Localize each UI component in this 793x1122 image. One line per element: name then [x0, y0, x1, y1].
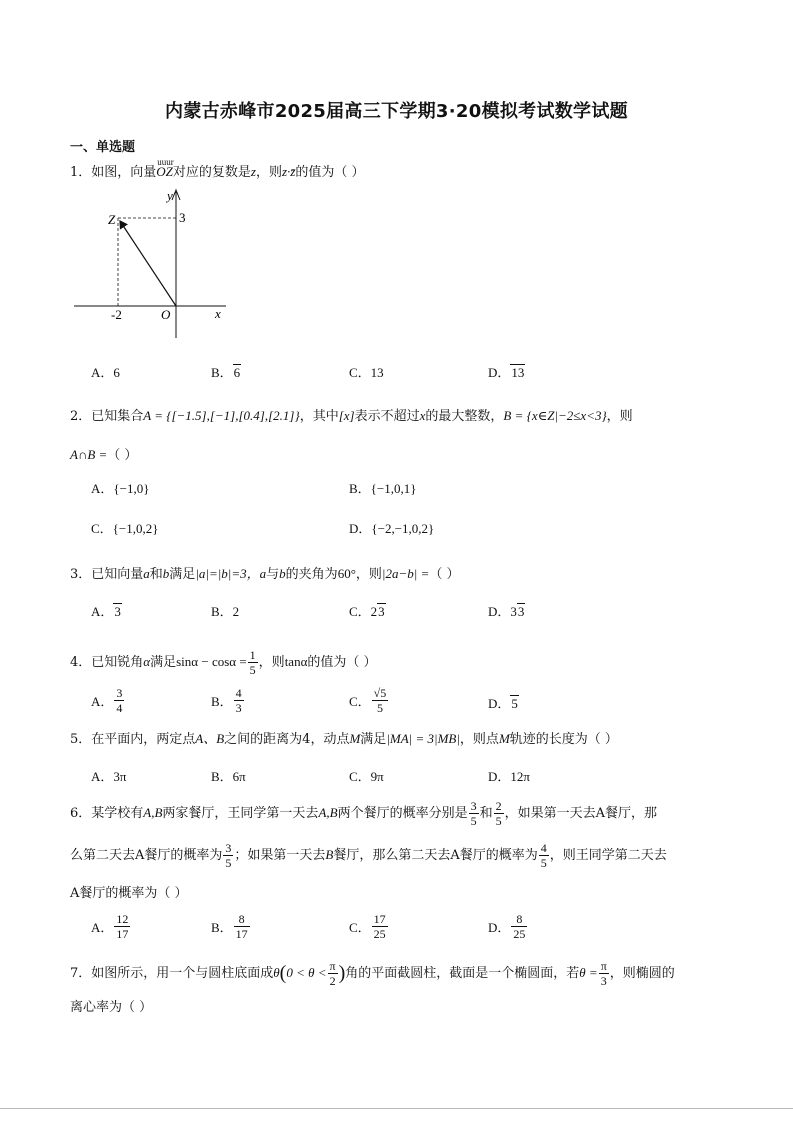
q3-option-b[interactable]: B．2 [211, 604, 240, 619]
question-5-stem: 5．在平面内，两定点A、B之间的距离为4，动点M满足|MA| = 3|MB|，则点M轨迹的长度为（ ） [70, 731, 618, 747]
question-4-stem: 4．已知锐角α满足sinα − cosα = $\frac{1}{5}$ ，则tanα的值为（ ） [70, 648, 377, 677]
q5-option-a[interactable]: A．3π [91, 769, 127, 784]
q5-option-d[interactable]: D．12π [488, 769, 530, 784]
origin-label: O [161, 307, 171, 322]
q5-option-c[interactable]: C．9π [349, 769, 384, 784]
q4-option-d[interactable]: D．5 [488, 696, 518, 711]
section-heading: 一、单选题 [70, 140, 136, 155]
q2-option-d[interactable]: D．{−2,−1,0,2} [349, 521, 435, 536]
q3-option-d[interactable]: D．33 [488, 604, 525, 619]
q1-option-d[interactable]: D．13 [488, 365, 525, 380]
q6-option-c[interactable]: C． $\frac{17}{25}$ [349, 912, 386, 941]
x-axis-label: x [215, 306, 221, 321]
vector-oz: uuur OZ [156, 157, 174, 179]
question-1-figure [70, 186, 230, 342]
q2-option-c[interactable]: C．{−1,0,2} [91, 521, 159, 536]
q1-option-c[interactable]: C．13 [349, 365, 384, 380]
q6-option-a[interactable]: A． $\frac{12}{17}$ [91, 912, 129, 941]
question-3-stem: 3．已知向量a和b满足|a|=|b|=3，a与b的夹角为60°，则|2a−b| =（ ） [70, 566, 460, 582]
q4-option-a[interactable]: A． $\frac{3}{4}$ [91, 686, 123, 715]
page-title: 内蒙古赤峰市2025届高三下学期3·20模拟考试数学试题 [165, 101, 628, 122]
q5-option-b[interactable]: B．6π [211, 769, 246, 784]
question-2-stem-line1: 2．已知集合A = {[−1.5],[−1],[0.4],[2.1]}，其中[x]表示不超过x的最大整数，B = {x∈Z|−2≤x<3}，则 [70, 408, 633, 424]
question-6-stem-line1: 6．某学校有A,B两家餐厅，王同学第一天去A,B两个餐厅的概率分别是 $\frac{3}{5}$ 和 $\frac{2}{5}$ ，如果第一天去A餐厅，那 [70, 799, 657, 828]
q2-option-b[interactable]: B．{−1,0,1} [349, 481, 417, 496]
q4-option-b[interactable]: B． $\frac{4}{3}$ [211, 686, 242, 715]
tick-y-3: 3 [179, 210, 186, 225]
point-z-label: Z [108, 212, 116, 227]
question-2-stem-line2: A∩B =（ ） [70, 447, 138, 463]
page-bottom-border [0, 1108, 793, 1109]
q4-option-c[interactable]: C． $\frac{√5}{5}$ [349, 686, 387, 715]
y-axis-label: y [167, 188, 173, 203]
question-1-stem: 1．如图，向量 uuur OZ对应的复数是z，则z·z̄的值为（ ） [70, 157, 365, 180]
q3-option-c[interactable]: C．23 [349, 604, 385, 619]
q1-option-b[interactable]: B．6 [211, 365, 241, 380]
question-7-stem-line2: 离心率为（ ） [70, 1000, 153, 1015]
q6-option-b[interactable]: B． $\frac{8}{17}$ [211, 912, 248, 941]
question-7-stem-line1: 7．如图所示，用一个与圆柱底面成θ(0 < θ < $\frac{\pi}{2}$ )角的平面截圆柱，截面是一个椭圆面，若θ = $\frac{\pi}{3}$ ，则椭圆的 [70, 959, 675, 988]
question-6-stem-line3: A餐厅的概率为（ ） [70, 886, 188, 901]
q2-option-a[interactable]: A．{−1,0} [91, 481, 150, 496]
q6-option-d[interactable]: D． $\frac{8}{25}$ [488, 912, 526, 941]
question-6-stem-line2: 么第二天去A餐厅的概率为 $\frac{3}{5}$ ；如果第一天去B餐厅，那么第二天去A餐厅的概率为 $\frac{4}{5}$ ，则王同学第二天去 [70, 841, 667, 870]
vector-oz-arrow [120, 221, 176, 306]
q1-option-a[interactable]: A．6 [91, 365, 120, 380]
tick-x-neg2: -2 [111, 307, 122, 322]
q3-option-a[interactable]: A．3 [91, 604, 121, 619]
